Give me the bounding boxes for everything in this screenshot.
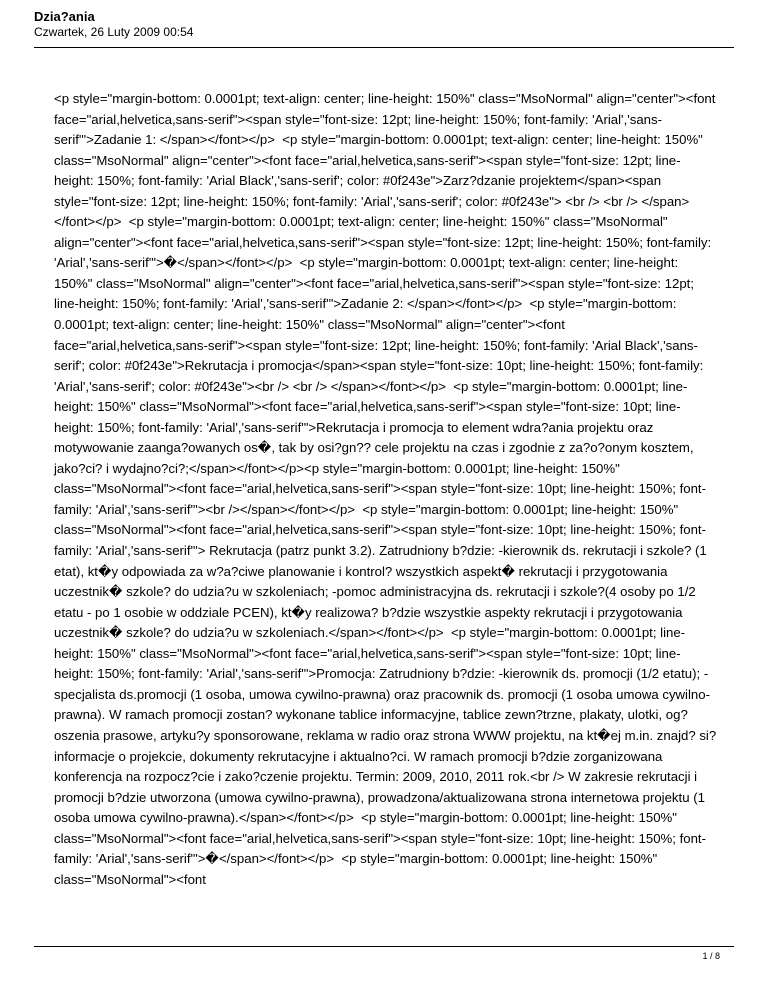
- page-number: 1 / 8: [702, 951, 720, 961]
- header-divider: [34, 47, 734, 48]
- document-body-text: <p style="margin-bottom: 0.0001pt; text-align: center; line-height: 150%" class="MsoNormal" align="center"><font face="arial,helvetica,sans-serif"><span style="font-size: 12pt; line-height: 150%; font-family: 'Arial','sans-serif'">Zadanie 1: </span></font></p> <p style="margin-bottom: 0.0001pt; text-align: center; line-height: 150%" class="MsoNormal" align="center"><font face="arial,helvetica,sans-serif"><span style="font-size: 12pt; line-height: 150%; font-family: 'Arial Black','sans-serif'; color: #0f243e">Zarz?dzanie projektem</span><span style="font-size: 12pt; line-height: 150%; font-family: 'Arial','sans-serif'; color: #0f243e"> <br /> <br /> </span></font></p> <p style="margin-bottom: 0.0001pt; text-align: center; line-height: 150%" class="MsoNormal" align="center"><font face="arial,helvetica,sans-serif"><span style="font-size: 12pt; line-height: 150%; font-family: 'Arial','sans-serif'">�</span></font></p> <p style="margin-bottom: 0.0001pt; text-align: center; line-height: 150%" class="MsoNormal" align="center"><font face="arial,helvetica,sans-serif"><span style="font-size: 12pt; line-height: 150%; font-family: 'Arial','sans-serif'">Zadanie 2: </span></font></p> <p style="margin-bottom: 0.0001pt; text-align: center; line-height: 150%" class="MsoNormal" align="center"><font face="arial,helvetica,sans-serif"><span style="font-size: 12pt; line-height: 150%; font-family: 'Arial Black','sans-serif'; color: #0f243e">Rekrutacja i promocja</span><span style="font-size: 10pt; line-height: 150%; font-family: 'Arial','sans-serif'; color: #0f243e"><br /> <br /> </span></font></p> <p style="margin-bottom: 0.0001pt; line-height: 150%" class="MsoNormal"><font face="arial,helvetica,sans-serif"><span style="font-size: 10pt; line-height: 150%; font-family: 'Arial','sans-serif'">Rekrutacja i promocja to element wdra?ania projektu oraz motywowanie zaanga?owanych os�, tak by osi?gn?? cele projektu na czas i zgodnie z za?o?onym kosztem, jako?ci? i wydajno?ci?;</span></font></p><p style="margin-bottom: 0.0001pt; line-height: 150%" class="MsoNormal"><font face="arial,helvetica,sans-serif"><span style="font-size: 10pt; line-height: 150%; font-family: 'Arial','sans-serif'"><br /></span></font></p> <p style="margin-bottom: 0.0001pt; line-height: 150%" class="MsoNormal"><font face="arial,helvetica,sans-serif"><span style="font-size: 10pt; line-height: 150%; font-family: 'Arial','sans-serif'"> Rekrutacja (patrz punkt 3.2). Zatrudniony b?dzie: -kierownik ds. rekrutacji i szkole? (1 etat), kt�y odpowiada za w?a?ciwe planowanie i kontrol? wszystkich aspekt� rekrutacji i przygotowania uczestnik� szkole? do udzia?u w szkoleniach; -pomoc administracyjna ds. rekrutacji i szkole?(4 osoby po 1/2 etatu - po 1 osobie w oddziale PCEN), kt�y realizowa? b?dzie wszystkie aspekty rekrutacji i przygotowania uczestnik� szkole? do udzia?u w szkoleniach.</span></font></p> <p style="margin-bottom: 0.0001pt; line-height: 150%" class="MsoNormal"><font face="arial,helvetica,sans-serif"><span style="font-size: 10pt; line-height: 150%; font-family: 'Arial','sans-serif'">Promocja: Zatrudniony b?dzie: -kierownik ds. promocji (1/2 etatu); -specjalista ds.promocji (1 osoba, umowa cywilno-prawna) oraz pracownik ds. promocji (1 osoba umowa cywilno-prawna). W ramach promocji zostan? wykonane tablice informacyjne, tablice zewn?trzne, plakaty, ulotki, og?oszenia prasowe, artyku?y sponsorowane, reklama w radio oraz strona WWW projektu, na kt�ej m.in. znajd? si? informacje o projekcie, dokumenty rekrutacyjne i aktualno?ci. W ramach promocji b?dzie zorganizowana konferencja na rozpocz?cie i zako?czenie projektu. Termin: 2009, 2010, 2011 rok.<br /> W zakresie rekrutacji i promocji b?dzie utworzona (umowa cywilno-prawna), prowadzona/aktualizowana strona internetowa projektu (1 osoba umowa cywilno-prawna).</span></font></p> <p style="margin-bottom: 0.0001pt; line-height: 150%" class="MsoNormal"><font face="arial,helvetica,sans-serif"><span style="font-size: 10pt; line-height: 150%; font-family: 'Arial','sans-serif'">�</span></font></p> <p style="margin-bottom: 0.0001pt; line-height: 150%" class="MsoNormal"><font: [54, 91, 720, 887]
- page-header: [34, 9, 734, 40]
- document-date: Czwartek, 26 Luty 2009 00:54: [34, 25, 194, 39]
- footer-divider: [34, 946, 734, 947]
- document-title: Dzia?ania: [34, 9, 95, 24]
